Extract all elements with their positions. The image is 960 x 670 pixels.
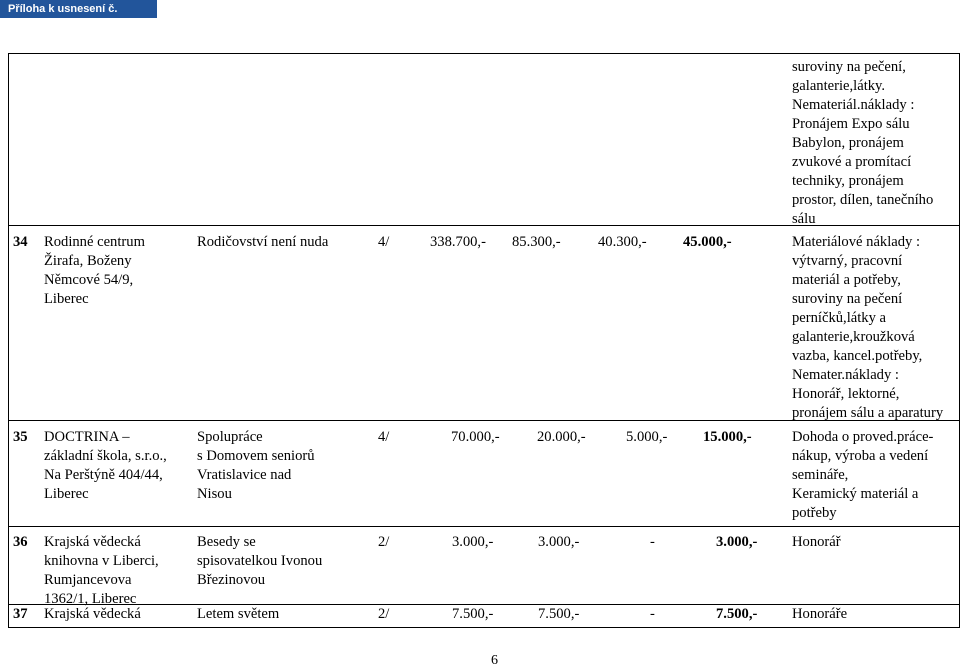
total-cost: 70.000,- (451, 429, 500, 445)
applicant: DOCTRINA – základní škola, s.r.o., Na Perštýně 404/44, Liberec (44, 429, 167, 502)
project-name: Rodičovství není nuda (197, 234, 329, 250)
applicant: Krajská vědecká (44, 606, 141, 622)
row-number: 34 (13, 234, 28, 250)
applicant: Rodinné centrum Žirafa, Boženy Němcové 54/9, Liberec (44, 234, 145, 307)
total-cost: 3.000,- (452, 534, 494, 550)
purpose: Honorář (792, 534, 841, 550)
table-border (8, 526, 960, 527)
proposed-amount: - (650, 606, 655, 622)
proposed-amount: 5.000,- (626, 429, 668, 445)
table-border (8, 627, 960, 628)
page-number: 6 (491, 653, 498, 668)
proposed-amount: 40.300,- (598, 234, 647, 250)
category: 4/ (378, 234, 390, 250)
proposed-amount: - (650, 534, 655, 550)
purpose: Honoráře (792, 606, 848, 622)
requested-amount: 85.300,- (512, 234, 561, 250)
table-border (8, 53, 9, 628)
attachment-header-tag: Příloha k usnesení č. 204/2011 (0, 0, 157, 18)
requested-amount: 3.000,- (538, 534, 580, 550)
total-cost: 7.500,- (452, 606, 494, 622)
requested-amount: 7.500,- (538, 606, 580, 622)
project-name: Spolupráce s Domovem seniorů Vratislavice nad Nisou (197, 429, 315, 502)
approved-amount: 7.500,- (716, 606, 758, 622)
purpose: Materiálové náklady : výtvarný, pracovní materiál a potřeby, suroviny na pečení perníčků,látky a galanterie,kroužková vazba, kancel.potřeby, Nemater.náklady : Honorář, lektorné, pronájem sálu a aparatury (792, 234, 944, 421)
applicant: Krajská vědecká knihovna v Liberci, Rumjancevova 1362/1, Liberec (44, 534, 159, 607)
requested-amount: 20.000,- (537, 429, 586, 445)
category: 2/ (378, 534, 390, 550)
category: 2/ (378, 606, 390, 622)
project-name: Besedy se spisovatelkou Ivonou Březinovou (197, 534, 323, 588)
purpose-continuation: suroviny na pečení, galanterie,látky. Nemateriál.náklady : Pronájem Expo sálu Babylon, pronájem zvukové a promítací techniky, pronájem prostor, dílen, tanečního sálu (792, 59, 934, 227)
purpose: Dohoda o proved.práce- nákup, výroba a vedení semináře, Keramický materiál a potřeby (792, 429, 934, 521)
project-name: Letem světem (197, 606, 280, 622)
row-number: 36 (13, 534, 28, 550)
row-number: 35 (13, 429, 28, 445)
total-cost: 338.700,- (430, 234, 486, 250)
approved-amount: 45.000,- (683, 234, 732, 250)
row-number: 37 (13, 606, 28, 622)
table-border (8, 53, 960, 54)
approved-amount: 15.000,- (703, 429, 752, 445)
approved-amount: 3.000,- (716, 534, 758, 550)
category: 4/ (378, 429, 390, 445)
